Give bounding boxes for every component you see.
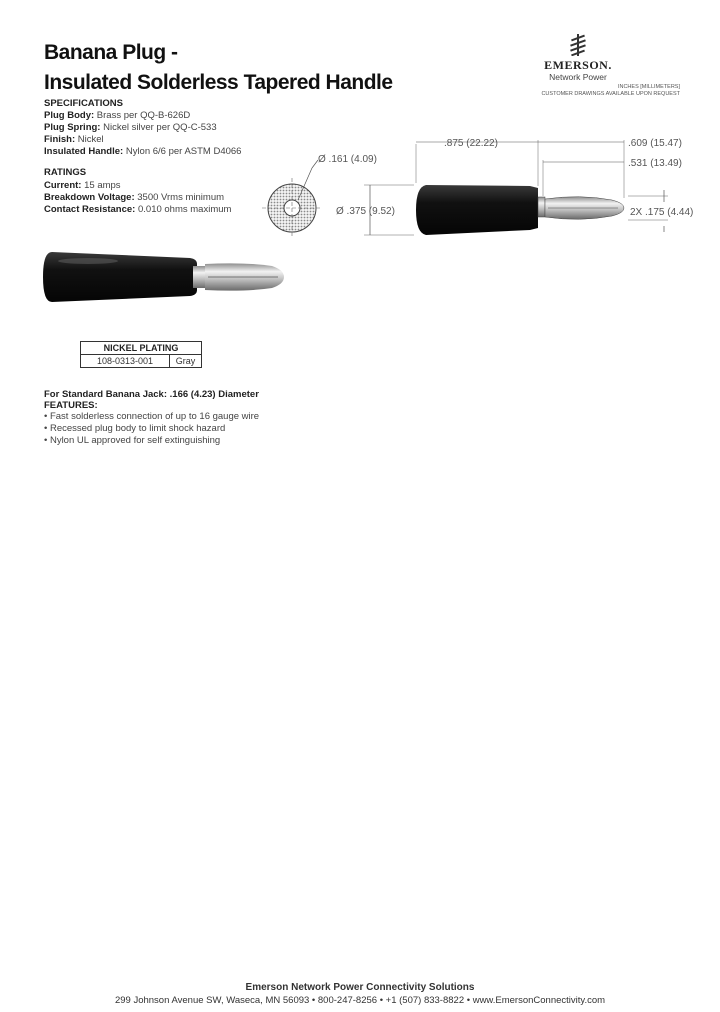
- spec-label: Insulated Handle:: [44, 146, 124, 157]
- rating-label: Contact Resistance:: [44, 204, 136, 215]
- units-note: INCHES [MILLIMETERS]: [617, 84, 680, 90]
- part-number: 108-0313-001: [81, 355, 170, 368]
- dim-handle-diameter: Ø .375 (9.52): [336, 206, 395, 217]
- rating-label: Current:: [44, 180, 82, 191]
- feature-item: • Nylon UL approved for self extinguishing: [44, 435, 221, 446]
- rating-value: 0.010 ohms maximum: [135, 204, 232, 215]
- dim-hole-diameter: Ø .161 (4.09): [318, 154, 377, 165]
- dim-tip-length: .531 (13.49): [628, 158, 682, 169]
- rating-value: 3500 Vrms minimum: [134, 192, 225, 203]
- spec-value: Nickel silver per QQ-C-533: [100, 122, 217, 133]
- title-line-1: Banana Plug -: [44, 41, 178, 64]
- spec-label: Finish:: [44, 134, 76, 145]
- plating-table: [80, 341, 202, 368]
- plating-color: Gray: [170, 355, 202, 368]
- footer-company: Emerson Network Power Connectivity Solutions: [245, 982, 475, 993]
- spec-value: Nylon 6/6 per ASTM D4066: [123, 146, 242, 157]
- banana-plug-photo: [43, 252, 284, 302]
- specifications-heading: SPECIFICATIONS: [44, 98, 123, 109]
- feature-item: • Recessed plug body to limit shock hazard: [44, 423, 226, 434]
- dim-handle-length: .875 (22.22): [444, 138, 498, 149]
- plating-table-header: NICKEL PLATING: [81, 342, 202, 355]
- brand-name: EMERSON.: [544, 58, 612, 72]
- table-row: [81, 355, 202, 368]
- side-view-drawing: [336, 138, 693, 235]
- spec-value: Brass per QQ-B-626D: [94, 110, 191, 121]
- footer-address: 299 Johnson Avenue SW, Waseca, MN 56093 • 800-247-8256 • +1 (507) 833-8822 • www.EmersonConnectivity.com: [114, 995, 606, 1006]
- ratings-heading: RATINGS: [44, 167, 87, 178]
- drawings-note: CUSTOMER DRAWINGS AVAILABLE UPON REQUEST: [541, 91, 680, 97]
- rating-value: 15 amps: [81, 180, 121, 191]
- dim-tip-total: .609 (15.47): [628, 138, 682, 149]
- brand-division: Network Power: [549, 72, 607, 82]
- spec-label: Plug Spring:: [44, 122, 101, 133]
- spec-value: Nickel: [75, 134, 104, 145]
- features-heading: FEATURES:: [44, 400, 98, 411]
- end-view-drawing: [262, 154, 377, 238]
- rating-label: Breakdown Voltage:: [44, 192, 135, 203]
- jack-note: For Standard Banana Jack: .166 (4.23) Diameter: [44, 389, 259, 400]
- dim-spring-width: 2X .175 (4.44): [630, 207, 694, 218]
- spec-label: Plug Body:: [44, 110, 95, 121]
- title-line-2: Insulated Solderless Tapered Handle: [44, 71, 393, 94]
- feature-item: • Fast solderless connection of up to 16 gauge wire: [44, 411, 260, 422]
